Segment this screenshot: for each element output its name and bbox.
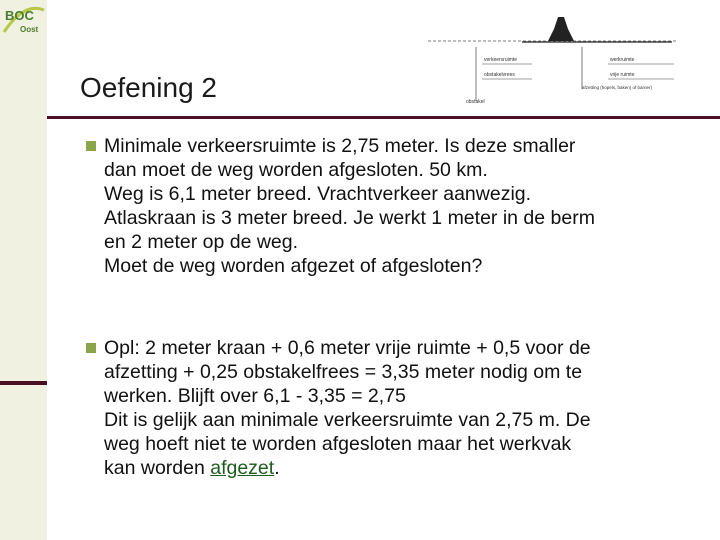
sidebar-band [0, 0, 47, 540]
afgezet-link[interactable]: afgezet [210, 457, 275, 479]
paragraph-line: afzetting + 0,25 obstakelfrees = 3,35 meter nodig om te [104, 361, 583, 383]
title-rule [47, 116, 720, 119]
last-line-suffix: . [274, 457, 280, 479]
bullet-paragraph-2 [104, 336, 714, 480]
slide-title: Oefening 2 [80, 72, 217, 103]
label-obstakel: obstakel [466, 99, 485, 105]
paragraph-line: Opl: 2 meter kraan + 0,6 meter vrije ruimte + 0,5 voor de [104, 337, 591, 359]
sidebar-accent-line [0, 381, 47, 385]
paragraph-line: dan moet de weg worden afgesloten. 50 km. [104, 159, 488, 181]
label-afzetting: afzetting (hopels, baken) of barrier) [582, 85, 653, 90]
logo-oost-text: Oost [20, 25, 39, 34]
paragraph-line: Dit is gelijk aan minimale verkeersruimte van 2,75 m. De [104, 409, 591, 431]
paragraph-line: weg hoeft niet te worden afgesloten maar het werkvak [104, 433, 572, 455]
paragraph-line: Atlaskraan is 3 meter breed. Je werkt 1 meter in de berm [104, 207, 595, 229]
road-crosssection-diagram [422, 9, 684, 108]
paragraph-line: Moet de weg worden afgezet of afgesloten? [104, 255, 483, 277]
paragraph-line: Weg is 6,1 meter breed. Vrachtverkeer aanwezig. [104, 183, 532, 205]
paragraph-line: werken. Blijft over 6,1 - 3,35 = 2,75 [104, 385, 406, 407]
last-line-prefix: kan worden [104, 457, 211, 479]
label-werkruimte: werkruimte [610, 57, 635, 63]
label-verkeersruimte: verkeersruimte [484, 57, 518, 63]
paragraph-line-last [104, 456, 714, 480]
bullet-marker-1 [86, 141, 96, 151]
bullet-marker-2 [86, 343, 96, 353]
bullet-paragraph-1 [104, 134, 714, 278]
boc-logo [2, 2, 46, 36]
label-vrije-ruimte: vrije ruimte [610, 72, 635, 78]
label-obstakelvrees: obstakelvrees [484, 72, 515, 78]
paragraph-line: en 2 meter op de weg. [104, 231, 299, 253]
logo-boc-text: BOC [5, 8, 34, 23]
paragraph-line: Minimale verkeersruimte is 2,75 meter. Is deze smaller [104, 135, 576, 157]
